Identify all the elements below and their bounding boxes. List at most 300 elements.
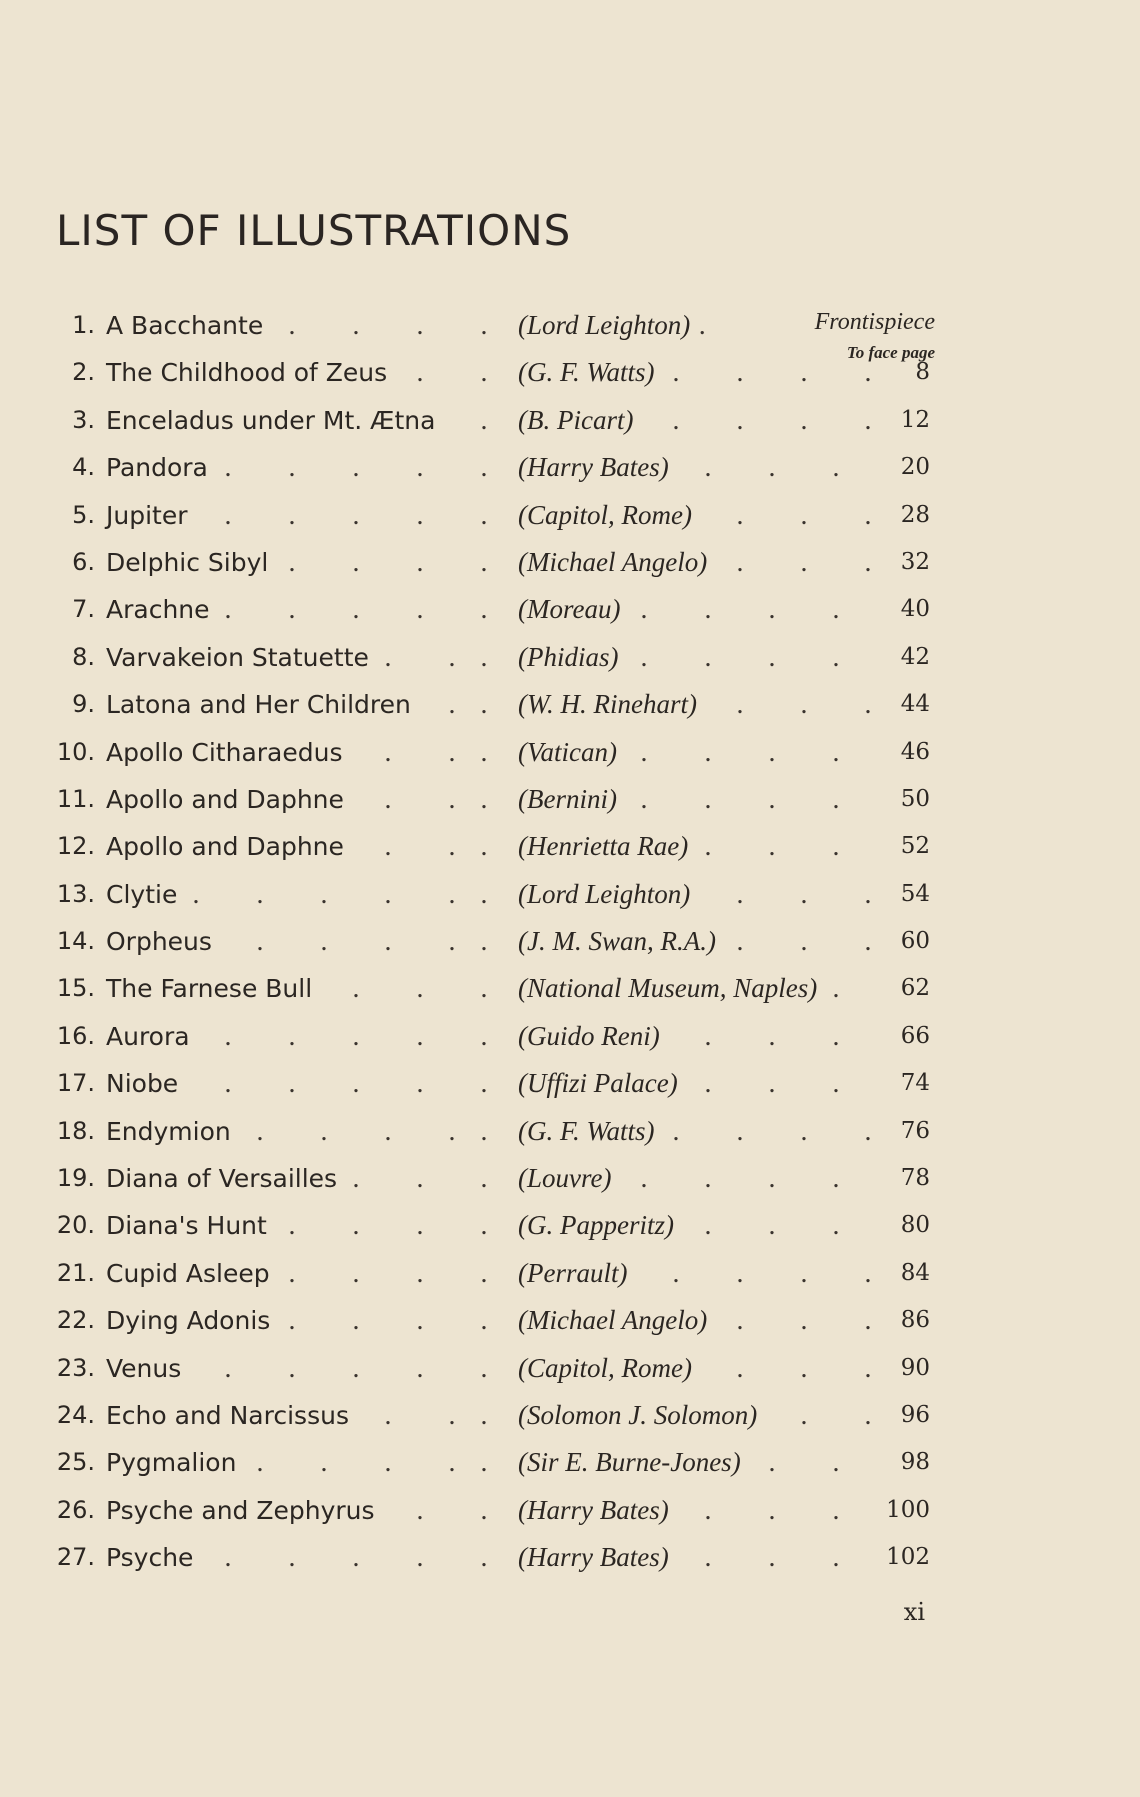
item-title: Apollo and Daphne xyxy=(106,832,344,862)
leader-dot: . xyxy=(256,1448,282,1478)
leader-dot: . xyxy=(352,311,378,340)
item-title: Dying Adonis xyxy=(106,1306,271,1336)
leader-dot: . xyxy=(352,1069,378,1099)
item-artist: (Lord Leighton) xyxy=(518,310,691,340)
item-number: 21. xyxy=(56,1258,95,1287)
leader-dot: . xyxy=(448,784,474,814)
leader-dot: . xyxy=(864,500,890,530)
leader-dots: . xyxy=(480,453,506,483)
leader-dot: . xyxy=(800,358,826,388)
item-page: 100 xyxy=(886,1496,930,1523)
item-page: 50 xyxy=(900,785,930,812)
leader-dot: . xyxy=(288,1021,314,1051)
item-page: 84 xyxy=(900,1259,930,1286)
item-title: Jupiter xyxy=(106,500,188,530)
item-artist: (Harry Bates) xyxy=(518,1494,669,1525)
leader-dot: . xyxy=(736,547,762,577)
item-title: Pandora xyxy=(106,453,208,483)
leader-dot: . xyxy=(384,1116,410,1146)
item-artist: (G. F. Watts) xyxy=(518,1115,655,1146)
item-number: 15. xyxy=(56,974,95,1003)
leader-dot: . xyxy=(224,1353,250,1383)
leader-dot: . xyxy=(224,595,250,625)
leader-dots: . xyxy=(480,642,506,672)
item-page: 42 xyxy=(900,643,930,670)
leader-dot: . xyxy=(448,642,474,672)
leader-dot: . xyxy=(864,690,890,720)
leader-dot: . xyxy=(864,547,890,577)
item-artist: (Moreau) xyxy=(518,594,621,625)
leader-dot: . xyxy=(288,1306,314,1336)
to-face-page-label: To face page xyxy=(846,343,935,362)
list-item xyxy=(0,1534,1140,1581)
list-item xyxy=(0,871,1140,918)
leader-dot: . xyxy=(224,500,250,530)
item-title: Aurora xyxy=(106,1021,190,1051)
leader-dot: . xyxy=(768,1211,794,1241)
leader-dot: . xyxy=(800,927,826,957)
list-item xyxy=(0,1060,1140,1107)
leader-dot: . xyxy=(416,1306,442,1336)
leader-dots: . xyxy=(480,974,506,1004)
leader-dot: . xyxy=(864,1258,890,1288)
item-number: 6. xyxy=(72,547,95,576)
item-number: 5. xyxy=(72,500,95,529)
item-page: 46 xyxy=(900,738,930,765)
item-number: 7. xyxy=(72,595,95,624)
leader-dot: . xyxy=(864,927,890,957)
item-artist: (G. F. Watts) xyxy=(518,357,655,388)
leader-dot: . xyxy=(832,1543,858,1573)
leader-dot: . xyxy=(416,453,442,483)
leader-dot: . xyxy=(736,405,762,435)
leader-dot: . xyxy=(320,1116,346,1146)
leader-dot: . xyxy=(352,974,378,1004)
leader-dots: . xyxy=(480,595,506,625)
item-page: 98 xyxy=(900,1449,930,1476)
leader-dots: . xyxy=(480,1211,506,1241)
leader-dot: . xyxy=(288,1543,314,1573)
leader-dot: . xyxy=(448,1400,474,1430)
leader-dot: . xyxy=(800,1306,826,1336)
leader-dot: . xyxy=(640,784,666,814)
illustration-list xyxy=(0,302,1140,1582)
list-item xyxy=(0,1202,1140,1249)
list-item xyxy=(0,397,1140,444)
leader-dot: . xyxy=(352,1306,378,1336)
leader-dot: . xyxy=(448,737,474,767)
leader-dots: . xyxy=(480,832,506,862)
item-page: 44 xyxy=(900,691,930,718)
item-title: The Farnese Bull xyxy=(106,974,313,1004)
leader-dot: . xyxy=(832,737,858,767)
leader-dot: . xyxy=(800,1258,826,1288)
item-number: 9. xyxy=(72,690,95,719)
leader-dot: . xyxy=(698,311,725,340)
leader-dot: . xyxy=(832,595,858,625)
item-page: 78 xyxy=(900,1165,930,1192)
leader-dot: . xyxy=(672,358,698,388)
leader-dot: . xyxy=(768,1448,794,1478)
item-number: 8. xyxy=(72,642,95,671)
leader-dot: . xyxy=(352,1021,378,1051)
leader-dot: . xyxy=(352,547,378,577)
leader-dot: . xyxy=(768,453,794,483)
item-title: The Childhood of Zeus xyxy=(106,358,388,388)
leader-dot: . xyxy=(736,1353,762,1383)
leader-dots: . xyxy=(480,1400,506,1430)
leader-dot: . xyxy=(288,547,314,577)
leader-dot: . xyxy=(736,927,762,957)
item-artist: (J. M. Swan, R.A.) xyxy=(518,926,716,957)
item-page: 90 xyxy=(900,1354,930,1381)
leader-dots: . xyxy=(480,1116,506,1146)
leader-dot: . xyxy=(736,879,762,909)
leader-dot: . xyxy=(416,547,442,577)
leader-dot: . xyxy=(864,1306,890,1336)
leader-dot: . xyxy=(352,1164,378,1194)
leader-dot: . xyxy=(352,595,378,625)
leader-dot: . xyxy=(832,1021,858,1051)
leader-dot: . xyxy=(288,595,314,625)
leader-dot: . xyxy=(416,974,442,1004)
item-number: 10. xyxy=(56,737,95,766)
item-number: 18. xyxy=(56,1116,95,1145)
leader-dot: . xyxy=(288,500,314,530)
item-artist: (Harry Bates) xyxy=(518,452,669,483)
item-page: 76 xyxy=(900,1117,930,1144)
leader-dot: . xyxy=(768,642,794,672)
item-number: 24. xyxy=(56,1400,95,1429)
item-number: 25. xyxy=(56,1448,95,1477)
item-artist: (Capitol, Rome) xyxy=(518,499,692,530)
leader-dot: . xyxy=(288,1258,314,1288)
leader-dot: . xyxy=(384,642,410,672)
item-title: A Bacchante xyxy=(106,311,264,340)
leader-dot: . xyxy=(320,1448,346,1478)
leader-dot: . xyxy=(256,879,282,909)
leader-dot: . xyxy=(448,1116,474,1146)
item-page: 80 xyxy=(900,1212,930,1239)
leader-dot: . xyxy=(832,453,858,483)
leader-dot: . xyxy=(800,547,826,577)
leader-dot: . xyxy=(416,1495,442,1525)
leader-dot: . xyxy=(864,1353,890,1383)
item-page: 102 xyxy=(886,1544,930,1571)
leader-dot: . xyxy=(832,784,858,814)
leader-dot: . xyxy=(800,1116,826,1146)
leader-dot: . xyxy=(416,1543,442,1573)
leader-dot: . xyxy=(256,927,282,957)
page-number: xi xyxy=(903,1598,925,1626)
leader-dots: . xyxy=(480,1306,506,1336)
leader-dot: . xyxy=(288,1353,314,1383)
item-number: 16. xyxy=(56,1021,95,1050)
item-title: Cupid Asleep xyxy=(106,1258,270,1288)
item-title: Diana of Versailles xyxy=(106,1164,338,1194)
item-page: 66 xyxy=(900,1022,930,1049)
list-item xyxy=(0,965,1140,1012)
leader-dot: . xyxy=(672,405,698,435)
item-artist: (Michael Angelo) xyxy=(518,1305,708,1336)
leader-dot: . xyxy=(384,879,410,909)
leader-dot: . xyxy=(864,358,890,388)
leader-dot: . xyxy=(704,1021,730,1051)
leader-dots: . xyxy=(480,1021,506,1051)
item-title: Echo and Narcissus xyxy=(106,1400,349,1430)
item-title: Diana's Hunt xyxy=(106,1211,267,1241)
leader-dot: . xyxy=(704,737,730,767)
list-item xyxy=(0,1250,1140,1297)
leader-dot: . xyxy=(736,500,762,530)
item-page: 86 xyxy=(900,1307,930,1334)
leader-dot: . xyxy=(640,642,666,672)
leader-dots: . xyxy=(480,927,506,957)
item-title: Apollo and Daphne xyxy=(106,784,344,814)
list-item xyxy=(0,776,1140,823)
leader-dot: . xyxy=(832,974,858,1004)
leader-dot: . xyxy=(736,690,762,720)
list-item xyxy=(0,634,1140,681)
item-title: Enceladus under Mt. Ætna xyxy=(106,405,436,435)
leader-dot: . xyxy=(640,1164,666,1194)
leader-dots: . xyxy=(480,1543,506,1573)
leader-dot: . xyxy=(864,1116,890,1146)
leader-dots: . xyxy=(480,1258,506,1288)
leader-dot: . xyxy=(768,1495,794,1525)
leader-dots: . xyxy=(480,737,506,767)
list-item xyxy=(0,444,1140,491)
leader-dots: . xyxy=(480,690,506,720)
leader-dot: . xyxy=(736,358,762,388)
item-page: 60 xyxy=(900,928,930,955)
item-title: Clytie xyxy=(106,879,178,909)
item-number: 13. xyxy=(56,879,95,908)
item-page: 96 xyxy=(900,1401,930,1428)
leader-dot: . xyxy=(704,1069,730,1099)
leader-dot: . xyxy=(704,1543,730,1573)
leader-dots: . xyxy=(480,358,506,388)
leader-dot: . xyxy=(352,1258,378,1288)
item-artist: (Perrault) xyxy=(518,1257,628,1288)
leader-dot: . xyxy=(800,1353,826,1383)
leader-dot: . xyxy=(384,832,410,862)
list-item xyxy=(0,1345,1140,1392)
leader-dots: . xyxy=(480,1164,506,1194)
leader-dot: . xyxy=(384,737,410,767)
leader-dots: . xyxy=(480,1353,506,1383)
leader-dot: . xyxy=(448,927,474,957)
leader-dot: . xyxy=(704,832,730,862)
list-item xyxy=(0,539,1140,586)
item-title: Niobe xyxy=(106,1069,179,1099)
leader-dot: . xyxy=(352,1543,378,1573)
item-page: 28 xyxy=(900,501,930,528)
leader-dot: . xyxy=(224,1069,250,1099)
list-item xyxy=(0,1155,1140,1202)
leader-dot: . xyxy=(288,1069,314,1099)
leader-dot: . xyxy=(864,879,890,909)
leader-dot: . xyxy=(800,500,826,530)
item-title: Endymion xyxy=(106,1116,231,1146)
leader-dot: . xyxy=(448,832,474,862)
leader-dot: . xyxy=(704,1164,730,1194)
leader-dot: . xyxy=(864,1400,890,1430)
item-page: 62 xyxy=(900,975,930,1002)
leader-dot: . xyxy=(224,453,250,483)
item-number: 17. xyxy=(56,1069,95,1098)
item-artist: (Sir E. Burne-Jones) xyxy=(518,1447,741,1478)
leader-dot: . xyxy=(672,1258,698,1288)
list-item xyxy=(0,1297,1140,1344)
leader-dot: . xyxy=(832,1164,858,1194)
leader-dot: . xyxy=(704,642,730,672)
item-title: Venus xyxy=(106,1353,182,1383)
leader-dot: . xyxy=(672,1116,698,1146)
list-item xyxy=(0,1439,1140,1486)
leader-dot: . xyxy=(864,405,890,435)
leader-dot: . xyxy=(224,1021,250,1051)
item-number: 20. xyxy=(56,1211,95,1240)
list-item xyxy=(0,1013,1140,1060)
leader-dots: . xyxy=(480,1448,506,1478)
leader-dot: . xyxy=(736,1258,762,1288)
item-title: Apollo Citharaedus xyxy=(106,737,343,767)
list-item xyxy=(0,586,1140,633)
leader-dot: . xyxy=(768,784,794,814)
item-artist: (Solomon J. Solomon) xyxy=(518,1399,758,1430)
leader-dot: . xyxy=(320,879,346,909)
list-item xyxy=(0,349,1140,396)
item-number: 4. xyxy=(72,453,95,482)
leader-dot: . xyxy=(832,642,858,672)
leader-dots: . xyxy=(480,311,506,340)
list-item xyxy=(0,681,1140,728)
leader-dot: . xyxy=(416,1211,442,1241)
leader-dot: . xyxy=(416,358,442,388)
leader-dot: . xyxy=(416,1164,442,1194)
item-number: 14. xyxy=(56,927,95,956)
leader-dot: . xyxy=(224,1543,250,1573)
leader-dots: . xyxy=(480,784,506,814)
item-artist: (Bernini) xyxy=(518,783,617,814)
item-number: 11. xyxy=(56,784,95,813)
item-number: 12. xyxy=(56,832,95,861)
item-artist: (Uffizi Palace) xyxy=(518,1068,678,1099)
leader-dot: . xyxy=(768,1543,794,1573)
leader-dots: . xyxy=(480,1495,506,1525)
leader-dots: . xyxy=(480,1069,506,1099)
list-item xyxy=(0,1392,1140,1439)
list-item xyxy=(0,823,1140,870)
leader-dot: . xyxy=(288,1211,314,1241)
leader-dot: . xyxy=(800,405,826,435)
leader-dot: . xyxy=(640,595,666,625)
leader-dot: . xyxy=(800,690,826,720)
leader-dots: . xyxy=(480,500,506,530)
leader-dot: . xyxy=(800,879,826,909)
item-artist: (G. Papperitz) xyxy=(518,1210,674,1241)
item-number: 26. xyxy=(56,1495,95,1524)
leader-dot: . xyxy=(704,453,730,483)
item-page: 32 xyxy=(900,548,930,575)
leader-dot: . xyxy=(736,1116,762,1146)
leader-dot: . xyxy=(192,879,218,909)
leader-dot: . xyxy=(800,1400,826,1430)
item-artist: (Louvre) xyxy=(518,1163,612,1194)
item-title: Orpheus xyxy=(106,927,212,957)
leader-dot: . xyxy=(384,1400,410,1430)
item-page: 54 xyxy=(900,880,930,907)
leader-dot: . xyxy=(416,1021,442,1051)
item-artist: (National Museum, Naples) xyxy=(518,973,818,1004)
leader-dot: . xyxy=(288,453,314,483)
leader-dot: . xyxy=(768,1164,794,1194)
list-item xyxy=(0,918,1140,965)
item-page: 8 xyxy=(915,359,930,386)
leader-dot: . xyxy=(768,1069,794,1099)
item-artist: (Capitol, Rome) xyxy=(518,1352,692,1383)
item-number: 1. xyxy=(72,311,95,339)
list-item xyxy=(0,729,1140,776)
item-page: 40 xyxy=(900,596,930,623)
page-title: LIST OF ILLUSTRATIONS xyxy=(56,206,572,255)
leader-dot: . xyxy=(352,1211,378,1241)
leader-dot: . xyxy=(416,595,442,625)
list-item xyxy=(0,1487,1140,1534)
leader-dots: . xyxy=(480,879,506,909)
item-artist: (Harry Bates) xyxy=(518,1542,669,1573)
frontispiece-label: Frontispiece xyxy=(814,309,935,335)
leader-dot: . xyxy=(288,311,314,340)
leader-dot: . xyxy=(416,1353,442,1383)
leader-dot: . xyxy=(768,1021,794,1051)
leader-dot: . xyxy=(704,1211,730,1241)
leader-dot: . xyxy=(832,1069,858,1099)
item-title: Arachne xyxy=(106,595,210,625)
leader-dot: . xyxy=(448,690,474,720)
item-artist: (Lord Leighton) xyxy=(518,878,691,909)
item-page: 52 xyxy=(900,833,930,860)
leader-dot: . xyxy=(768,832,794,862)
leader-dot: . xyxy=(832,832,858,862)
leader-dot: . xyxy=(448,879,474,909)
item-page: 74 xyxy=(900,1070,930,1097)
leader-dot: . xyxy=(384,1448,410,1478)
leader-dot: . xyxy=(704,1495,730,1525)
leader-dot: . xyxy=(832,1448,858,1478)
item-title: Latona and Her Children xyxy=(106,690,411,720)
item-artist: (Vatican) xyxy=(518,736,617,767)
leader-dots: . xyxy=(480,547,506,577)
leader-dot: . xyxy=(736,1306,762,1336)
item-number: 2. xyxy=(72,358,95,387)
item-number: 3. xyxy=(72,405,95,434)
leader-dot: . xyxy=(416,1069,442,1099)
leader-dots: . xyxy=(480,405,506,435)
leader-dot: . xyxy=(832,1495,858,1525)
leader-dot: . xyxy=(640,737,666,767)
list-item xyxy=(0,302,1140,349)
item-page: 12 xyxy=(900,406,930,433)
item-artist: (Michael Angelo) xyxy=(518,546,708,577)
leader-dot: . xyxy=(704,595,730,625)
leader-dot: . xyxy=(448,1448,474,1478)
item-number: 19. xyxy=(56,1164,95,1193)
leader-dot: . xyxy=(384,784,410,814)
item-title: Psyche and Zephyrus xyxy=(106,1495,375,1525)
item-artist: (W. H. Rinehart) xyxy=(518,689,697,720)
